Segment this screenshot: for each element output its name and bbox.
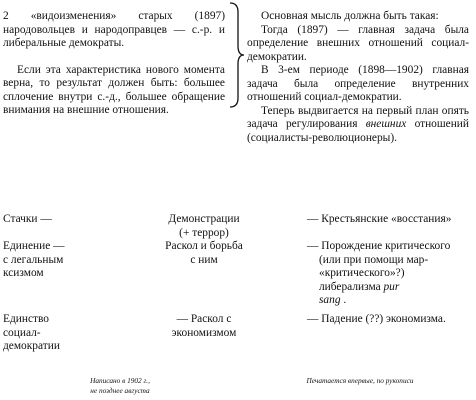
footnote-written-line1: Написано в 1902 г., [90,376,150,385]
table-cell-r2c2-line2: с ним [190,253,218,266]
table-cell-r2c3-line5-em: sang [319,294,341,306]
right-paragraph-4-em: внешних [365,118,407,130]
table-cell-r2c3 [307,240,475,308]
table-cell-r1c1: Стачки — [3,213,52,225]
table-cell-r3c1-line1: Единство [3,313,49,325]
left-paragraph-1: 2 «видоизменения» старых (1897) народовольцев и народоправцев — с.-р. и либеральные демократы. [3,10,225,49]
right-paragraph-4-b: отношений (социалисты-революционеры). [247,118,469,144]
table-cell-r2c3-line5 [307,294,475,308]
table-cell-r3c2-line1: — Раскол с [176,313,232,325]
table-cell-r2c2 [148,240,260,267]
curly-brace-icon [228,2,246,108]
table-cell-r3c2 [148,313,260,340]
right-paragraph-4-a: Теперь выдвигается на первый план опять задача регулирования [247,104,469,130]
table-cell-r1c2 [148,213,260,240]
right-paragraph-4 [247,105,469,146]
table-cell-r3c2-line2: экономизмом [171,326,237,339]
table-cell-r2c2-line1: Раскол и борьба [165,240,243,252]
footnote-written [60,376,180,396]
right-paragraph-3: В 3-ем периоде (1898—1902) главная задача была определение внутренних отношений социал-демократии. [247,64,469,103]
table-cell-r2c3-line4-em: pur [383,280,400,293]
left-text-block [3,10,225,118]
table-cell-r1c2-line1: Демонстрации [168,213,240,225]
table-cell-r3c1-line3: демократии [3,340,60,352]
table-cell-r2c1 [3,240,65,281]
table-cell-r3c1 [3,313,60,354]
table-cell-r2c3-line4-a: либерализма [319,280,384,293]
table-cell-r3c1-line2: социал- [3,326,41,339]
right-text-block [247,10,469,145]
table-cell-r2c1-line3: ксизмом [3,267,44,279]
table-cell-r1c2-line2: (+ террор) [179,226,229,239]
table-cell-r3c3: — Падение (??) экономизма. [307,313,446,325]
left-paragraph-2: Если эта характеристика нового момента верна, то результат должен быть: большее сплочение внутри с.-д., большее обращение внимания на внешние отношения. [3,63,225,116]
table-cell-r2c1-line2: с легальным [3,253,64,266]
table-cell-r2c1-line1: Единение — [3,240,65,252]
table-cell-r2c3-line5-b: . [340,294,347,306]
table-cell-r2c3-line4 [307,281,475,295]
right-paragraph-1: Основная мысль должна быть такая: [261,10,439,22]
table-cell-r2c3-line3: «критического»?) [319,267,405,279]
right-paragraph-2: Тогда (1897) — главная задача была определение внешних отношений социал-демократии. [247,23,469,63]
footnote-written-line2: не позднее августа [90,386,150,395]
table-cell-r2c3-line2: (или при помощи мар- [319,253,429,266]
table-cell-r2c3-line1: — Порождение критического [307,240,451,252]
footnote-printed: Печатается впервые, по рукописи [306,376,414,385]
table-cell-r1c3: — Крестьянские «восстания» [307,213,452,225]
